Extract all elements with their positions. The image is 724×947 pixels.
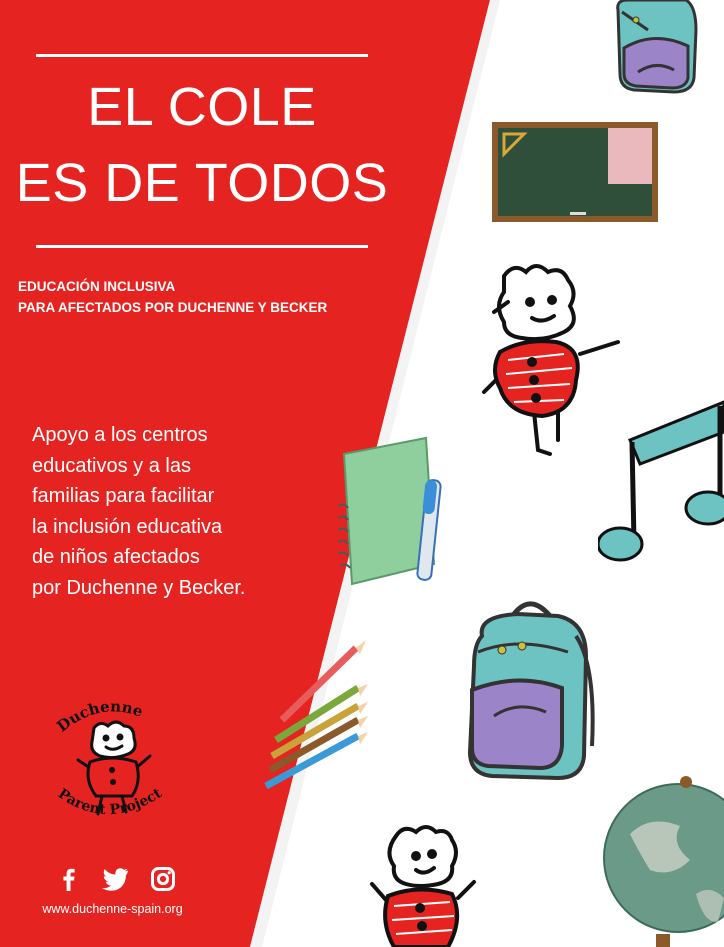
chalkboard-icon: [490, 120, 660, 224]
description-line: por Duchenne y Becker.: [32, 576, 246, 599]
description-line: la inclusión educativa: [32, 515, 223, 538]
top-rule: [36, 54, 368, 57]
description-line: educativos y a las: [32, 454, 191, 477]
description: [32, 420, 302, 603]
subtitle-line-1: EDUCACIÓN INCLUSIVA: [18, 279, 176, 294]
logo-text-bottom: Parent Project: [55, 785, 165, 819]
instagram-icon[interactable]: [150, 866, 176, 892]
title-line-2: ES DE TODOS: [15, 153, 389, 213]
duchenne-parent-project-logo: [38, 692, 188, 832]
twitter-icon[interactable]: [100, 866, 130, 892]
kid-drawing-bottom-icon: [368, 822, 478, 947]
description-line: Apoyo a los centros: [32, 424, 208, 446]
logo-text-top: Duchenne: [53, 697, 146, 736]
subtitle-line-2: PARA AFECTADOS POR DUCHENNE Y BECKER: [18, 300, 328, 315]
bottom-rule: [36, 245, 368, 248]
facebook-icon[interactable]: [56, 866, 82, 892]
notebook-icon: [330, 436, 460, 586]
description-line: de niños afectados: [32, 546, 200, 568]
website-link[interactable]: www.duchenne-spain.org: [42, 902, 183, 916]
title-line-1: EL COLE: [87, 77, 317, 137]
backpack-small-icon: [608, 0, 700, 95]
music-note-icon: [598, 392, 724, 572]
backpack-icon: [458, 596, 598, 782]
globe-icon: [600, 774, 724, 947]
description-line: familias para facilitar: [32, 485, 215, 507]
pencils-icon: [262, 640, 372, 800]
